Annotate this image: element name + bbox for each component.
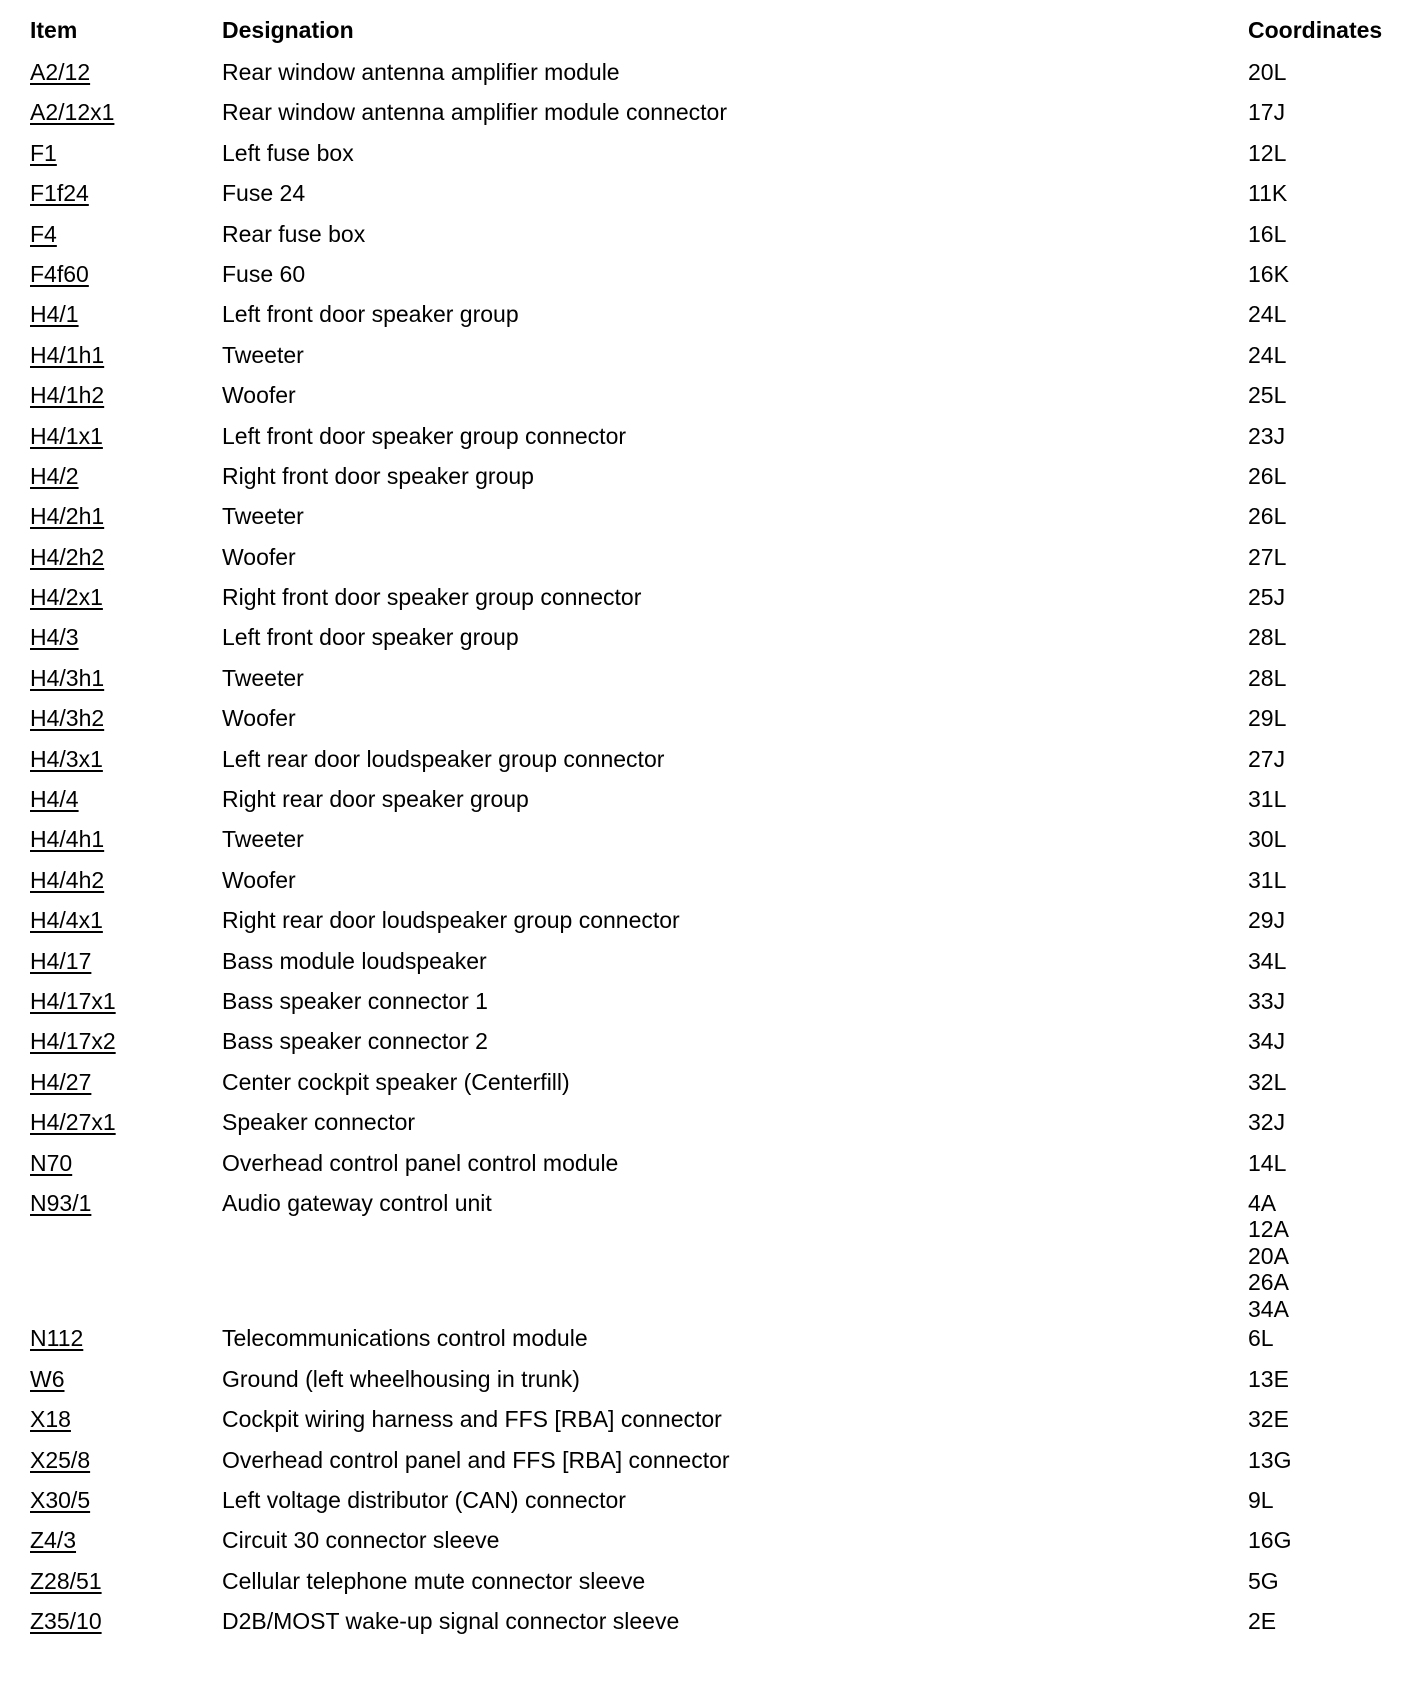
coordinates-cell: [1248, 423, 1285, 450]
designation-text: Audio gateway control unit: [222, 1189, 492, 1216]
item-link[interactable]: A2/12x1: [30, 99, 115, 126]
coordinate-value: 11K: [1248, 180, 1288, 207]
table-row: [0, 984, 1408, 1024]
coordinate-value: 5G: [1248, 1567, 1279, 1594]
coordinates-cell: [1248, 221, 1286, 248]
coordinate-value: 25J: [1248, 584, 1286, 611]
table-row: [0, 459, 1408, 499]
item-link[interactable]: A2/12: [30, 59, 91, 85]
coordinates-cell: [1248, 1568, 1279, 1595]
coordinate-value: 34J: [1248, 1028, 1286, 1055]
header-designation: Designation: [222, 17, 354, 43]
table-row: [0, 1402, 1408, 1442]
coordinates-cell: [1248, 1406, 1289, 1433]
item-link[interactable]: H4/17x2: [30, 1028, 116, 1055]
coordinates-cell: [1248, 1447, 1291, 1474]
coordinate-value: 32L: [1248, 1068, 1287, 1095]
table-row: [0, 1024, 1408, 1064]
coordinates-cell: [1248, 1109, 1285, 1136]
table-row: [0, 1321, 1408, 1361]
coordinate-value: 6L: [1248, 1325, 1274, 1352]
designation-text: Left fuse box: [222, 139, 354, 166]
coordinate-value: 13E: [1248, 1365, 1289, 1392]
table-row: [0, 540, 1408, 580]
coordinate-value: 32J: [1248, 1109, 1286, 1136]
designation-text: Rear fuse box: [222, 220, 366, 247]
designation-text: Fuse 24: [222, 180, 306, 207]
item-link[interactable]: H4/1: [30, 301, 79, 328]
coordinates-cell: [1248, 1028, 1285, 1055]
coordinates-cell: [1248, 382, 1286, 409]
item-link[interactable]: N112: [30, 1325, 84, 1352]
coordinate-value: 14L: [1248, 1149, 1287, 1176]
designation-text: Center cockpit speaker (Centerfill): [222, 1068, 570, 1095]
table-row: [0, 1604, 1408, 1644]
designation-text: Cellular telephone mute connector sleeve: [222, 1567, 646, 1594]
coordinate-value: 13G: [1248, 1446, 1292, 1473]
designation-text: Ground (left wheelhousing in trunk): [222, 1365, 580, 1392]
coordinate-value: 23J: [1248, 422, 1286, 449]
designation-text: Tweeter: [222, 341, 304, 368]
table-row: [0, 1362, 1408, 1402]
coordinates-cell: [1248, 99, 1285, 126]
coordinate-value: 34A: [1248, 1295, 1289, 1322]
coordinates-cell: [1248, 1487, 1274, 1514]
item-link[interactable]: F4: [30, 220, 57, 247]
designation-text: Left rear door loudspeaker group connector: [222, 745, 665, 772]
item-link[interactable]: H4/4h2: [30, 866, 105, 893]
coordinate-value: 31L: [1248, 786, 1287, 813]
coordinates-cell: [1248, 1325, 1274, 1352]
coordinates-cell: [1248, 867, 1286, 894]
table-row: [0, 782, 1408, 822]
designation-text: Cockpit wiring harness and FFS [RBA] connector: [222, 1406, 722, 1433]
coordinates-cell: [1248, 59, 1286, 86]
coordinates-cell: [1248, 665, 1286, 692]
coordinate-value: 26L: [1248, 503, 1287, 530]
designation-text: Overhead control panel control module: [222, 1149, 619, 1176]
coordinates-cell: [1248, 1190, 1289, 1323]
item-link[interactable]: H4/2: [30, 462, 79, 489]
coordinate-value: 26L: [1248, 462, 1287, 489]
designation-text: Left front door speaker group: [222, 624, 519, 651]
table-row: [0, 95, 1408, 135]
designation-text: Right rear door speaker group: [222, 786, 529, 813]
table-row: [0, 297, 1408, 337]
coordinates-cell: [1248, 786, 1286, 813]
coordinates-cell: [1248, 746, 1285, 773]
table-row: [0, 378, 1408, 418]
coordinate-value: 16L: [1248, 220, 1287, 247]
coordinate-value: 20L: [1248, 59, 1287, 85]
item-link[interactable]: H4/3x1: [30, 745, 103, 772]
designation-text: Left front door speaker group: [222, 301, 519, 328]
designation-text: Tweeter: [222, 826, 304, 853]
coordinates-cell: [1248, 544, 1286, 571]
item-link[interactable]: H4/4h1: [30, 826, 105, 853]
coordinate-value: 4A: [1248, 1189, 1277, 1216]
table-row: [0, 257, 1408, 297]
table-row: [0, 419, 1408, 459]
coordinates-cell: [1248, 301, 1286, 328]
coordinate-value: 17J: [1248, 99, 1286, 126]
item-link[interactable]: Z35/10: [30, 1608, 102, 1635]
coordinates-cell: [1248, 1150, 1286, 1177]
coordinate-value: 26A: [1248, 1269, 1289, 1296]
table-row: [0, 338, 1408, 378]
coordinate-value: 16K: [1248, 260, 1289, 287]
item-link[interactable]: H4/27x1: [30, 1109, 116, 1136]
designation-text: Tweeter: [222, 664, 304, 691]
item-link[interactable]: H4/1x1: [30, 422, 103, 449]
coordinates-cell: [1248, 342, 1286, 369]
coordinate-value: 34L: [1248, 947, 1287, 974]
designation-text: Left front door speaker group connector: [222, 422, 627, 449]
header-item: Item: [30, 17, 78, 43]
designation-text: Telecommunications control module: [222, 1325, 588, 1352]
coordinate-value: 24L: [1248, 301, 1287, 328]
coordinates-cell: [1248, 1366, 1289, 1393]
table-row: [0, 822, 1408, 862]
coordinate-value: 30L: [1248, 826, 1287, 853]
designation-text: Circuit 30 connector sleeve: [222, 1527, 500, 1554]
legend-rows: [0, 55, 1408, 1645]
coordinate-value: 2E: [1248, 1608, 1277, 1635]
coordinates-cell: [1248, 988, 1285, 1015]
item-link[interactable]: N93/1: [30, 1189, 92, 1216]
item-link[interactable]: X25/8: [30, 1446, 91, 1473]
designation-text: Fuse 60: [222, 260, 306, 287]
item-link[interactable]: H4/1h1: [30, 341, 105, 368]
coordinate-value: 12A: [1248, 1216, 1289, 1243]
coordinate-value: 28L: [1248, 664, 1287, 691]
legend-header: [0, 17, 1408, 47]
coordinate-value: 9L: [1248, 1487, 1274, 1513]
table-row: [0, 217, 1408, 257]
coordinate-value: 27J: [1248, 745, 1286, 772]
designation-text: Tweeter: [222, 503, 304, 530]
item-link[interactable]: F4f60: [30, 260, 89, 287]
designation-text: Bass speaker connector 1: [222, 987, 488, 1014]
coordinates-cell: [1248, 948, 1286, 975]
designation-text: Woofer: [222, 382, 296, 409]
item-link[interactable]: H4/2h1: [30, 503, 105, 530]
table-row: [0, 1065, 1408, 1105]
designation-text: Right front door speaker group connector: [222, 584, 642, 611]
item-link[interactable]: H4/17: [30, 947, 92, 974]
item-link[interactable]: F1: [30, 139, 57, 166]
designation-text: Woofer: [222, 866, 296, 893]
table-row: [0, 1523, 1408, 1563]
coordinates-cell: [1248, 1069, 1286, 1096]
coordinates-cell: [1248, 826, 1286, 853]
table-row: [0, 580, 1408, 620]
item-link[interactable]: W6: [30, 1365, 65, 1392]
table-row: [0, 620, 1408, 660]
designation-text: Woofer: [222, 543, 296, 570]
item-link[interactable]: H4/4x1: [30, 907, 103, 934]
designation-text: D2B/MOST wake-up signal connector sleeve: [222, 1608, 680, 1635]
designation-text: Bass module loudspeaker: [222, 947, 487, 974]
designation-text: Bass speaker connector 2: [222, 1028, 488, 1055]
item-link[interactable]: H4/3h2: [30, 705, 105, 732]
table-row: [0, 1443, 1408, 1483]
table-row: [0, 701, 1408, 741]
coordinates-cell: [1248, 584, 1285, 611]
coordinates-cell: [1248, 503, 1286, 530]
table-row: [0, 176, 1408, 216]
item-link[interactable]: H4/1h2: [30, 382, 105, 409]
designation-text: Right front door speaker group: [222, 462, 534, 489]
coordinate-value: 24L: [1248, 341, 1287, 368]
coordinate-value: 16G: [1248, 1527, 1292, 1554]
item-link[interactable]: H4/3h1: [30, 664, 105, 691]
designation-text: Overhead control panel and FFS [RBA] connector: [222, 1446, 730, 1473]
table-row: [0, 1146, 1408, 1186]
designation-text: Speaker connector: [222, 1109, 416, 1136]
coordinate-value: 33J: [1248, 987, 1286, 1014]
coordinates-cell: [1248, 463, 1286, 490]
table-row: [0, 903, 1408, 943]
designation-text: Woofer: [222, 705, 296, 732]
coordinates-cell: [1248, 1608, 1276, 1635]
item-link[interactable]: H4/2h2: [30, 543, 105, 570]
item-link[interactable]: N70: [30, 1149, 73, 1176]
designation-text: Left voltage distributor (CAN) connector: [222, 1487, 626, 1513]
coordinate-value: 31L: [1248, 866, 1287, 893]
item-link[interactable]: X30/5: [30, 1487, 91, 1513]
table-row: [0, 863, 1408, 903]
table-row: [0, 1483, 1408, 1523]
table-row: [0, 944, 1408, 984]
coordinate-value: 29L: [1248, 705, 1287, 732]
table-row: [0, 1564, 1408, 1604]
designation-text: Rear window antenna amplifier module connector: [222, 99, 728, 126]
item-link[interactable]: Z28/51: [30, 1567, 102, 1594]
item-link[interactable]: H4/4: [30, 786, 79, 813]
item-link[interactable]: H4/27: [30, 1068, 92, 1095]
coordinate-value: 28L: [1248, 624, 1287, 651]
coordinates-cell: [1248, 624, 1286, 651]
table-row: [0, 1186, 1408, 1322]
item-link[interactable]: H4/3: [30, 624, 79, 651]
table-row: [0, 661, 1408, 701]
coordinate-value: 29J: [1248, 907, 1286, 934]
designation-text: Rear window antenna amplifier module: [222, 59, 620, 85]
table-row: [0, 1105, 1408, 1145]
table-row: [0, 55, 1408, 95]
table-row: [0, 742, 1408, 782]
header-coordinates: Coordinates: [1248, 17, 1383, 43]
coordinates-cell: [1248, 907, 1285, 934]
coordinate-value: 25L: [1248, 382, 1287, 409]
designation-text: Right rear door loudspeaker group connector: [222, 907, 680, 934]
coordinates-cell: [1248, 140, 1286, 167]
item-link[interactable]: F1f24: [30, 180, 89, 207]
coordinate-value: 12L: [1248, 139, 1287, 166]
item-link[interactable]: H4/17x1: [30, 987, 116, 1014]
coordinates-cell: [1248, 180, 1287, 207]
table-row: [0, 136, 1408, 176]
item-link[interactable]: X18: [30, 1406, 71, 1433]
table-row: [0, 499, 1408, 539]
coordinates-cell: [1248, 1527, 1291, 1554]
coordinate-value: 27L: [1248, 543, 1287, 570]
coordinates-cell: [1248, 261, 1289, 288]
item-link[interactable]: H4/2x1: [30, 584, 103, 611]
coordinate-value: 32E: [1248, 1406, 1289, 1433]
coordinate-value: 20A: [1248, 1242, 1289, 1269]
item-link[interactable]: Z4/3: [30, 1527, 77, 1554]
coordinates-cell: [1248, 705, 1286, 732]
